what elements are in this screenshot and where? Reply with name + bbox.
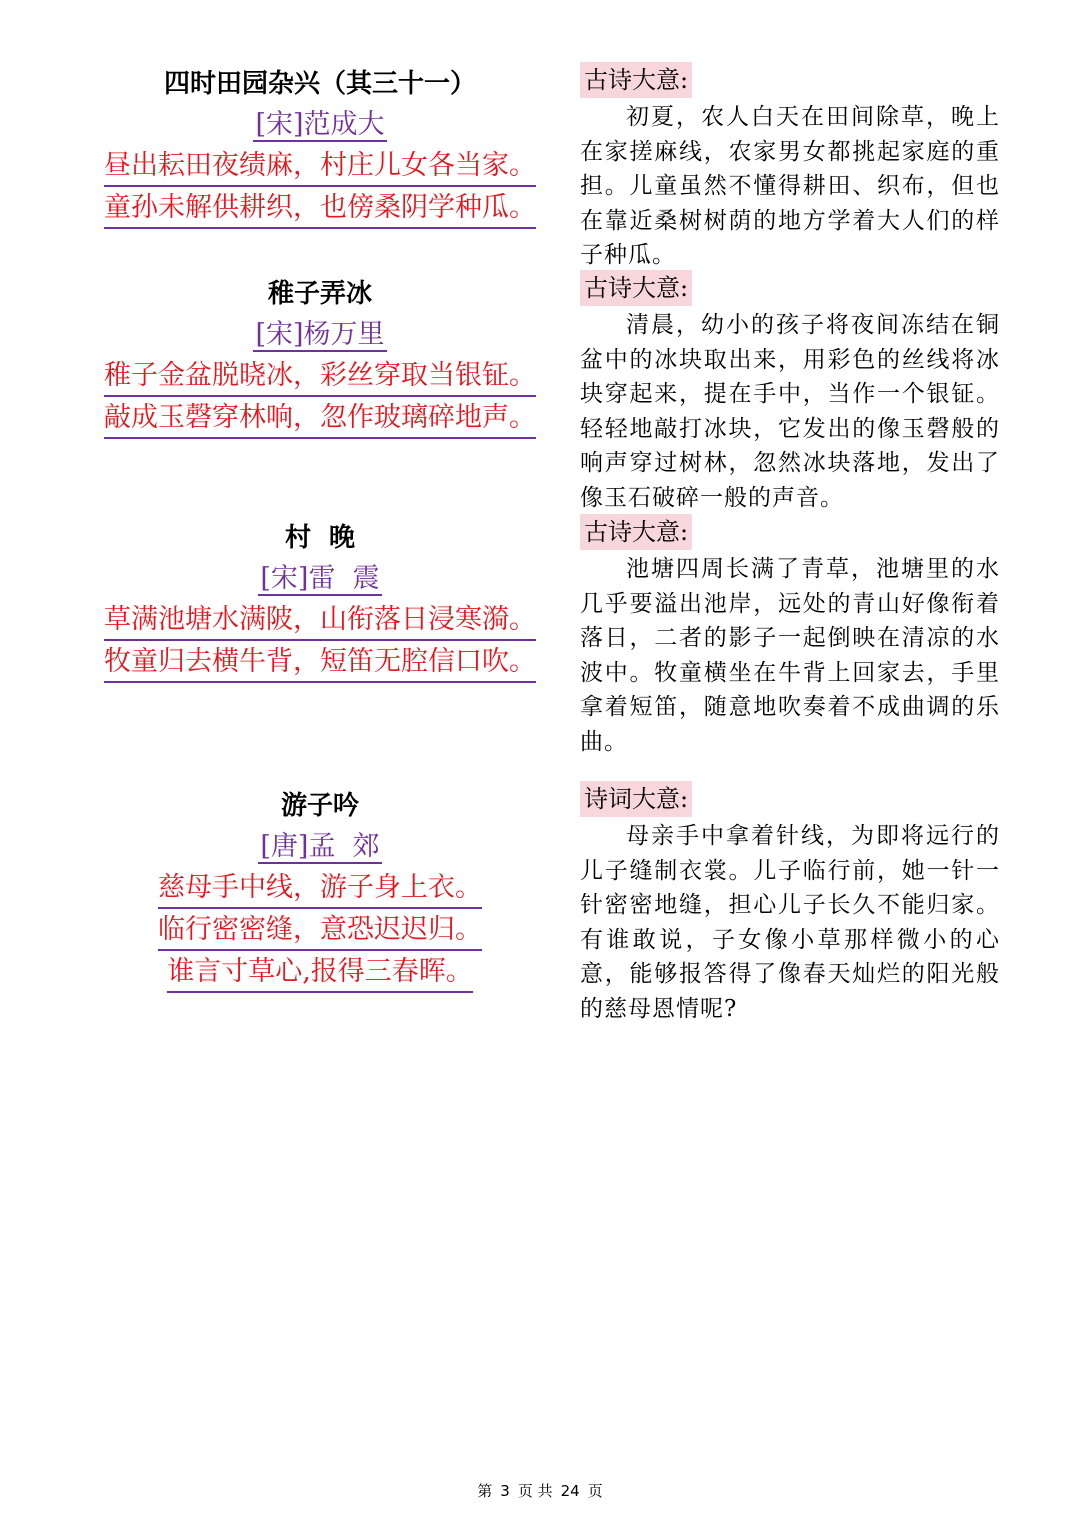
meaning-paragraph: 池塘四周长满了青草，池塘里的水几乎要溢出池岸，远处的青山好像衔着落日，二者的影子一起倒映在清凉的水波中。牧童横坐在牛背上回家去，手里拿着短笛，随意地吹奏着不成曲调的乐曲。 bbox=[580, 556, 1000, 755]
meaning-label: 古诗大意: bbox=[580, 270, 692, 306]
meaning-paragraph: 母亲手中拿着针线，为即将远行的儿子缝制衣裳。儿子临行前，她一针一针密密地缝，担心儿子长久不能归家。有谁敢说，子女像小草那样微小的心意，能够报答得了像春天灿烂的阳光般的慈母恩情呢? bbox=[580, 823, 1000, 1022]
poem-block bbox=[70, 274, 570, 440]
poem-line bbox=[70, 398, 570, 440]
poem-line bbox=[70, 600, 570, 642]
poem-line bbox=[70, 642, 570, 684]
poem-line bbox=[70, 910, 570, 952]
footer-mid: 页 共 bbox=[517, 1482, 553, 1500]
poem-line-text: 临行密密缝，意恐迟迟归。 bbox=[158, 911, 482, 951]
poem-title: 四时田园杂兴（其三十一） bbox=[163, 69, 476, 99]
meaning-text bbox=[580, 100, 1000, 273]
poem-author bbox=[70, 314, 570, 356]
meaning-block bbox=[580, 270, 1000, 515]
poem-line bbox=[70, 868, 570, 910]
meaning-text bbox=[580, 308, 1000, 515]
poem-line-text: 稚子金盆脱晓冰，彩丝穿取当银钲。 bbox=[104, 357, 536, 397]
poem-line-text: 谁言寸草心,报得三春晖。 bbox=[167, 953, 473, 993]
poem-author-text: [宋]范成大 bbox=[255, 109, 385, 140]
poem-line bbox=[70, 356, 570, 398]
poem-line-text: 牧童归去横牛背，短笛无腔信口吹。 bbox=[104, 643, 536, 683]
meaning-paragraph: 清晨，幼小的孩子将夜间冻结在铜盆中的冰块取出来，用彩色的丝线将冰块穿起来，提在手中，当作一个银钲。轻轻地敲打冰块，它发出的像玉磬般的响声穿过树林，忽然冰块落地，发出了像玉石破碎一般的声音。 bbox=[580, 312, 1000, 511]
poem-title: 村 晚 bbox=[284, 523, 356, 553]
poem-author-text: [宋]杨万里 bbox=[255, 319, 385, 350]
poem-title: 稚子弄冰 bbox=[267, 279, 372, 309]
poem-title: 游子吟 bbox=[280, 791, 359, 821]
poem-block bbox=[70, 786, 570, 994]
footer-page-number: 3 bbox=[500, 1482, 510, 1500]
footer-total-pages: 24 bbox=[560, 1482, 580, 1500]
meaning-paragraph: 初夏，农人白天在田间除草，晚上在家搓麻线，农家男女都挑起家庭的重担。儿童虽然不懂得耕田、织布，但也在靠近桑树树荫的地方学着大人们的样子种瓜。 bbox=[580, 104, 1000, 268]
poem-line-text: 童孙未解供耕织，也傍桑阴学种瓜。 bbox=[104, 189, 536, 229]
poem-line bbox=[70, 188, 570, 230]
poem-line-text: 敲成玉磬穿林响，忽作玻璃碎地声。 bbox=[104, 399, 536, 439]
poem-author bbox=[70, 826, 570, 868]
poem-block bbox=[70, 64, 570, 230]
page-footer bbox=[0, 1480, 1080, 1501]
poem-author bbox=[70, 558, 570, 600]
poem-line bbox=[70, 146, 570, 188]
meaning-block bbox=[580, 514, 1000, 759]
poem-author-text: [唐]孟 郊 bbox=[260, 831, 380, 862]
poem-line-text: 昼出耘田夜绩麻，村庄儿女各当家。 bbox=[104, 147, 536, 187]
footer-prefix: 第 bbox=[477, 1482, 493, 1500]
meaning-block bbox=[580, 781, 1000, 1026]
meaning-label: 诗词大意: bbox=[580, 781, 692, 817]
poem-author-text: [宋]雷 震 bbox=[260, 563, 380, 594]
poem-block bbox=[70, 518, 570, 684]
meaning-block bbox=[580, 62, 1000, 273]
meaning-text bbox=[580, 552, 1000, 759]
footer-suffix: 页 bbox=[587, 1482, 603, 1500]
poem-author bbox=[70, 104, 570, 146]
poem-line-text: 慈母手中线，游子身上衣。 bbox=[158, 869, 482, 909]
poem-line-text: 草满池塘水满陂，山衔落日浸寒漪。 bbox=[104, 601, 536, 641]
meaning-text bbox=[580, 819, 1000, 1026]
meaning-label: 古诗大意: bbox=[580, 514, 692, 550]
meaning-label: 古诗大意: bbox=[580, 62, 692, 98]
poem-line bbox=[70, 952, 570, 994]
